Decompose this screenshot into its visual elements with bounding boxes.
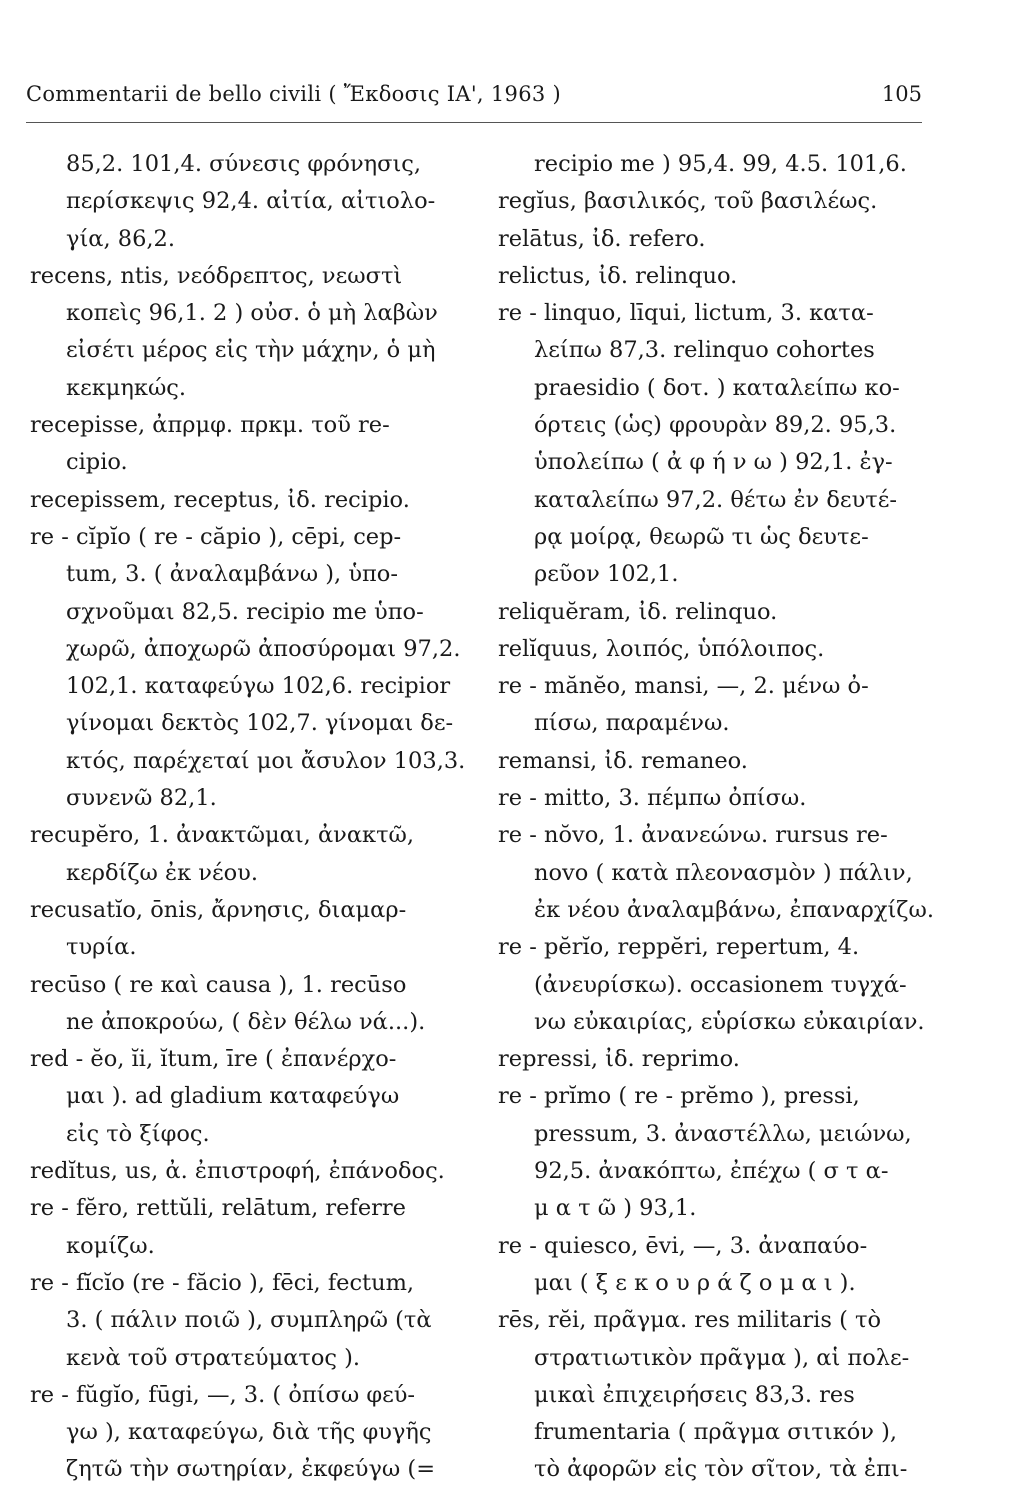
entry-headword-line: relictus, ἰδ. relinquo. [498, 262, 738, 289]
entry-headword-line: repressi, ἰδ. reprimo. [498, 1046, 740, 1073]
entry-headword-line: recusatĭo, ōnis, ἄρνησις, διαμαρ- [30, 896, 407, 923]
entry-headword-line: recepisse, ἀπρμφ. πρκμ. τοῦ re- [30, 412, 390, 439]
entry-continuation-line: novo ( κατὰ πλεονασμὸν ) πάλιν, [534, 859, 913, 886]
entry-headword-line: relĭquus, λοιπός, ὑπόλοιπος. [498, 635, 825, 662]
entry-continuation-line: ὑπολείπω ( ἀ φ ή ν ω ) 92,1. ἐγ- [534, 449, 893, 476]
header-rule [26, 122, 922, 123]
entry-continuation-line: 3. ( πάλιν ποιῶ ), συμπληρῶ (τὰ [66, 1307, 432, 1334]
entry-continuation-line: όρτεις (ὡς) φρουρὰν 89,2. 95,3. [534, 412, 897, 439]
entry-headword-line: redĭtus, us, ἀ. ἐπιστροφή, ἐπάνοδος. [30, 1158, 445, 1185]
entry-continuation-line: frumentaria ( πρᾶγμα σιτικόν ), [534, 1419, 898, 1446]
running-head-title: Commentarii de bello civili ( Ἔκδοσις ΙΑ', 1963 ) [26, 82, 561, 106]
entry-headword-line: re - mănĕo, mansi, —, 2. μένω ὀ- [498, 673, 869, 700]
entry-continuation-line: 92,5. ἀνακόπτω, ἐπέχω ( σ τ α- [534, 1158, 889, 1185]
entry-continuation-line: μικαὶ ἐπιχειρήσεις 83,3. res [534, 1381, 855, 1408]
entry-continuation-line: κομίζω. [66, 1232, 155, 1259]
entry-continuation-line: κεκμηκώς. [66, 374, 187, 401]
entry-continuation-line: κερδίζω ἐκ νέου. [66, 859, 259, 886]
entry-headword-line: recepissem, receptus, ἰδ. recipio. [30, 486, 410, 513]
entry-headword-line: re - quiesco, ēvi, —, 3. ἀναπαύο- [498, 1232, 868, 1259]
entry-headword-line: re - nŏvo, 1. ἀνανεώνω. rursus re- [498, 822, 888, 849]
entry-continuation-line: 102,1. καταφεύγω 102,6. recipior [66, 673, 451, 700]
entry-headword-line: re - pĕrĭo, reppĕri, repertum, 4. [498, 934, 860, 961]
entry-continuation-line: (ἀνευρίσκω). occasionem τυγχά- [534, 971, 907, 998]
entry-headword-line: re - fŭgĭo, fūgi, —, 3. ( ὀπίσω φεύ- [30, 1381, 416, 1408]
entry-continuation-line: περίσκεψις 92,4. αἰτία, αἰτιολο- [66, 188, 436, 215]
page-number: 105 [881, 82, 922, 106]
entry-continuation-line: εἰσέτι μέρος εἰς τὴν μάχην, ὁ μὴ [66, 337, 436, 364]
entry-headword-line: red - ĕo, ĭi, ĭtum, īre ( ἐπανέρχο- [30, 1046, 397, 1073]
entry-continuation-line: γία, 86,2. [66, 225, 176, 252]
entry-continuation-line: μ α τ ῶ ) 93,1. [534, 1195, 697, 1222]
entry-continuation-line: χωρῶ, ἀποχωρῶ ἀποσύρομαι 97,2. [66, 635, 461, 662]
entry-continuation-line: τυρία. [66, 934, 137, 961]
entry-continuation-line: γω ), καταφεύγω, διὰ τῆς φυγῆς [66, 1419, 432, 1446]
entry-continuation-line: 85,2. 101,4. σύνεσις φρόνησις, [66, 151, 422, 177]
entry-continuation-line: ne ἀποκρούω, ( δὲν θέλω νά...). [66, 1008, 426, 1035]
entry-continuation-line: τὸ ἀφορῶν εἰς τὸν σῖτον, τὰ ἐπι- [534, 1456, 908, 1483]
entry-headword-line: re - fĭcĭo (re - făcio ), fēci, fectum, [30, 1269, 415, 1296]
entry-continuation-line: λείπω 87,3. relinquo cohortes [534, 337, 875, 364]
running-head [26, 82, 922, 116]
entry-headword-line: re - linquo, līqui, lictum, 3. κατα- [498, 300, 874, 327]
entry-continuation-line: συνενῶ 82,1. [66, 785, 217, 812]
entry-continuation-line: praesidio ( δοτ. ) καταλείπω κο- [534, 374, 900, 401]
entry-continuation-line: ζητῶ τὴν σωτηρίαν, ἐκφεύγω (= [66, 1456, 436, 1483]
entry-continuation-line: cipio. [66, 449, 128, 476]
entry-continuation-line: ρεῦον 102,1. [534, 561, 679, 588]
entry-headword-line: reliquĕram, ἰδ. relinquo. [498, 598, 778, 625]
entry-continuation-line: νω εὐκαιρίας, εὑρίσκω εὐκαιρίαν. [534, 1008, 925, 1035]
entry-headword-line: relātus, ἰδ. refero. [498, 225, 706, 252]
entry-continuation-line: γίνομαι δεκτὸς 102,7. γίνομαι δε- [66, 710, 454, 737]
entry-continuation-line: recipio me ) 95,4. 99, 4.5. 101,6. [534, 151, 907, 177]
entry-continuation-line: κτός, παρέχεταί μοι ἄσυλον 103,3. [66, 747, 466, 774]
entry-headword-line: regĭus, βασιλικός, τοῦ βασιλέως. [498, 188, 878, 215]
entry-headword-line: remansi, ἰδ. remaneo. [498, 747, 748, 774]
entry-continuation-line: εἰς τὸ ξίφος. [66, 1120, 210, 1147]
entry-headword-line: rēs, rĕi, πρᾶγμα. res militaris ( τὸ [498, 1307, 881, 1334]
entry-continuation-line: σχνοῦμαι 82,5. recipio me ὑπο- [66, 598, 424, 625]
entry-continuation-line: pressum, 3. ἀναστέλλω, μειώνω, [534, 1120, 912, 1147]
entry-continuation-line: μαι ). ad gladium καταφεύγω [66, 1083, 400, 1110]
entry-continuation-line: μαι ( ξ ε κ ο υ ρ ά ζ ο μ α ι ). [534, 1269, 856, 1296]
entry-continuation-line: ρᾳ μοίρᾳ, θεωρῶ τι ὡς δευτε- [534, 523, 869, 550]
entry-continuation-line: στρατιωτικὸν πρᾶγμα ), αἱ πολε- [534, 1344, 910, 1371]
entry-continuation-line: ἐκ νέου ἀναλαμβάνω, ἐπαναρχίζω. [534, 896, 934, 923]
entry-continuation-line: πίσω, παραμένω. [534, 710, 730, 737]
entry-headword-line: re - mitto, 3. πέμπω ὀπίσω. [498, 785, 807, 812]
entry-continuation-line: tum, 3. ( ἀναλαμβάνω ), ὑπο- [66, 561, 398, 588]
entry-headword-line: recupĕro, 1. ἀνακτῶμαι, ἀνακτῶ, [30, 822, 415, 849]
left-column [30, 146, 470, 1489]
entry-headword-line: re - cĭpĭo ( re - căpio ), cēpi, cep- [30, 523, 402, 550]
entry-continuation-line: καταλείπω 97,2. θέτω ἐν δευτέ- [534, 486, 897, 513]
entry-headword-line: re - prĭmo ( re - prĕmo ), pressi, [498, 1083, 860, 1110]
entry-headword-line: re - fĕro, rettŭli, relātum, referre [30, 1195, 406, 1222]
entry-continuation-line: κοπεὶς 96,1. 2 ) οὐσ. ὁ μὴ λαβὼν [66, 300, 438, 327]
entry-continuation-line: κενὰ τοῦ στρατεύματος ). [66, 1344, 361, 1371]
right-column [498, 146, 938, 1489]
entry-headword-line: recens, ntis, νεόδρεπτος, νεωστὶ [30, 262, 403, 289]
entry-headword-line: recūso ( re καὶ causa ), 1. recūso [30, 971, 407, 998]
